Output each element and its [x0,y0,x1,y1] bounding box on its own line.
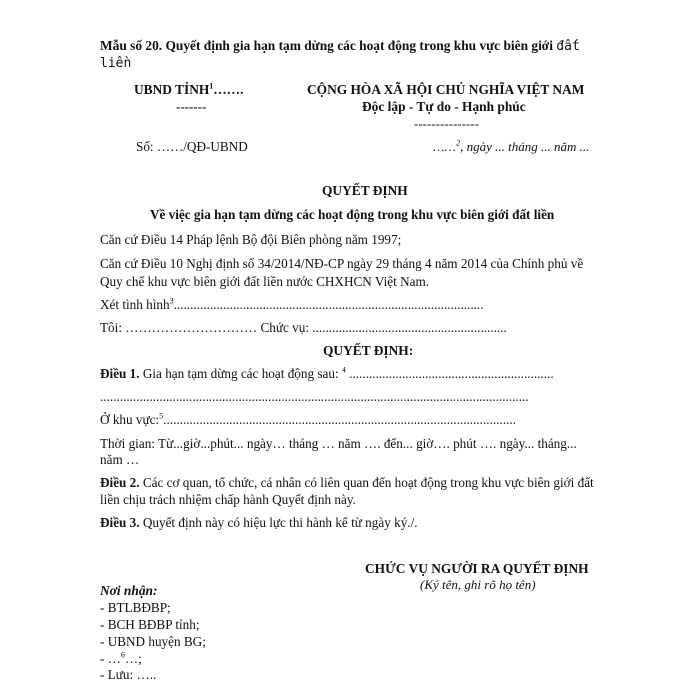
signature-note: (Ký tên, ghi rõ họ tên) [420,577,536,592]
national-title: CỘNG HÒA XÃ HỘI CHỦ NGHĨA VIỆT NAM [307,82,585,97]
basis-line-1: Căn cứ Điều 14 Pháp lệnh Bộ đội Biên phòng năm 1997; [100,232,402,247]
consider-line: Xét tình hình$^3$.............................................................................................. [100,296,484,312]
decision-number: Số: ……/QĐ-UBND [136,139,248,154]
form-title-bold: Mẫu số 20. Quyết định gia hạn tạm dừng các hoạt động trong khu vực biên giới [100,38,553,53]
article-1: Điều 1. Gia hạn tạm dừng các hoạt động sau: $^4$ .............................................................. [100,365,554,381]
header-left-rule: ------- [176,99,207,114]
decision-title: QUYẾT ĐỊNH [322,183,408,198]
recipient-item: - UBND huyện BG; [100,634,206,649]
basis-line-2b: Quy chế khu vực biên giới đất liền nước CHXHCN Việt Nam. [100,274,429,289]
recipient-item: - BCH BĐBP tỉnh; [100,617,200,632]
signer-line: Tôi: ………………………… Chức vụ: ........................................................... [100,320,507,335]
form-title-mono-1: đất [556,39,580,54]
article-2: Điều 2. Các cơ quan, tổ chức, cá nhân có liên quan đến hoạt động trong khu vực biên giới đất [100,475,594,490]
area-line: Ở khu vực:$^5$........................................................................................................... [100,411,516,427]
decide-heading: QUYẾT ĐỊNH: [323,343,414,358]
time-line-1: Thời gian: Từ...giờ...phút... ngày… tháng … năm …. đến... giờ…. phút …. ngày... tháng... [100,436,577,451]
article-2-cont: liền chịu trách nhiệm chấp hành Quyết định này. [100,492,356,507]
time-line-2: năm … [100,452,140,467]
recipients-heading: Nơi nhận: [100,583,158,598]
national-rule: --------------- [414,116,479,131]
header-left-org: UBND TỈNH$^1$……. [134,81,244,97]
decision-date: ……$^2$, ngày ... tháng ... năm ... [433,138,590,154]
form-title [100,38,580,54]
signature-title: CHỨC VỤ NGƯỜI RA QUYẾT ĐỊNH [365,561,589,576]
recipient-item: - BTLBĐBP; [100,600,171,615]
form-title-mono-2: liền [100,56,132,71]
article-1-dots-line: .................................................................................................................................. [100,389,529,404]
basis-line-2a: Căn cứ Điều 10 Nghị định số 34/2014/NĐ-CP ngày 29 tháng 4 năm 2014 của Chính phủ về [100,256,584,271]
recipient-item: - Lưu: ….. [100,667,157,682]
national-motto: Độc lập - Tự do - Hạnh phúc [362,99,526,114]
recipient-item: - …$^6$…; [100,650,142,666]
decision-subtitle: Về việc gia hạn tạm dừng các hoạt động trong khu vực biên giới đất liền [150,207,555,222]
article-3: Điều 3. Quyết định này có hiệu lực thi hành kể từ ngày ký./. [100,515,418,530]
